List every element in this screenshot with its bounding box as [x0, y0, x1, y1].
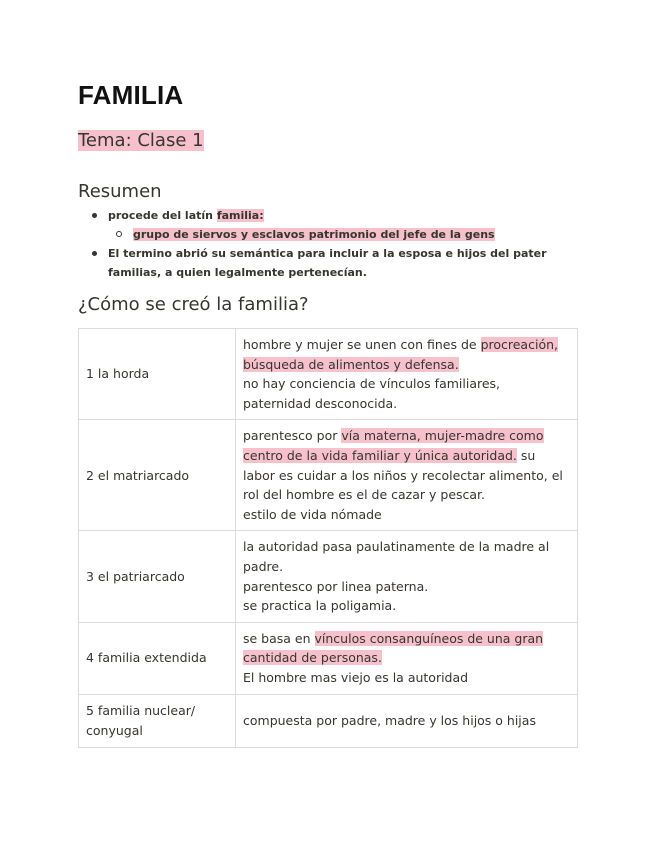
summary-heading: Resumen — [78, 181, 162, 202]
stage-description — [236, 420, 578, 531]
stage-description — [236, 329, 578, 420]
stage-description — [236, 622, 578, 694]
desc-text: no hay conciencia de vínculos familiares, paternidad desconocida. — [243, 376, 501, 411]
stage-description — [236, 694, 578, 747]
desc-highlight: vía materna, mujer-madre como centro de la vida familiar y única autoridad. — [243, 428, 544, 463]
desc-text: parentesco por — [243, 428, 342, 444]
summary-subitem-definition — [78, 225, 578, 244]
desc-text: parentesco por linea paterna. — [243, 578, 429, 594]
summary-item-origin-text: procede del latín — [108, 209, 217, 222]
page-title: FAMILIA — [78, 80, 184, 110]
family-stages-table — [78, 328, 578, 748]
stage-description — [236, 531, 578, 622]
topic-heading — [78, 128, 204, 153]
desc-highlight: vínculos consanguíneos de una gran cantidad de personas. — [243, 630, 544, 666]
desc-text: se basa en — [243, 630, 315, 646]
desc-text: se practica la poligamia. — [243, 598, 397, 614]
summary-item-semantics: El termino abrió su semántica para incluir a la esposa e hijos del pater familias, a quien legalmente pertenecían. — [78, 244, 578, 282]
desc-text: la autoridad pasa paulatinamente de la madre al padre. — [243, 539, 550, 574]
summary-item-origin-highlight: familia: — [216, 209, 264, 222]
desc-text: compuesta por padre, madre y los hijos o hijas — [243, 712, 536, 728]
stage-label: 5 familia nuclear/ conyugal — [79, 694, 236, 747]
stage-label: 1 la horda — [79, 329, 236, 420]
summary-list — [78, 206, 578, 282]
table-row — [79, 622, 578, 694]
table-row — [79, 694, 578, 747]
summary-item-origin — [78, 206, 578, 225]
summary-subitem-highlight: grupo de siervos y esclavos patrimonio del jefe de la gens — [133, 228, 495, 241]
section-heading: ¿Cómo se creó la familia? — [78, 294, 309, 315]
desc-text: El hombre mas viejo es la autoridad — [243, 670, 469, 686]
stage-label: 2 el matriarcado — [79, 420, 236, 531]
stage-label: 3 el patriarcado — [79, 531, 236, 622]
desc-text: su labor es cuidar a los niños y recolectar alimento, el rol del hombre es el de cazar y pescar. — [243, 447, 563, 503]
desc-text: estilo de vida nómade — [243, 506, 382, 522]
table-row — [79, 420, 578, 531]
stage-label: 4 familia extendida — [79, 622, 236, 694]
table-row — [79, 329, 578, 420]
desc-highlight: procreación, búsqueda de alimentos y defensa. — [243, 337, 558, 372]
desc-text: hombre y mujer se unen con fines de — [243, 337, 481, 352]
table-row — [79, 531, 578, 622]
topic-heading-highlight: Tema: Clase 1 — [78, 130, 204, 151]
